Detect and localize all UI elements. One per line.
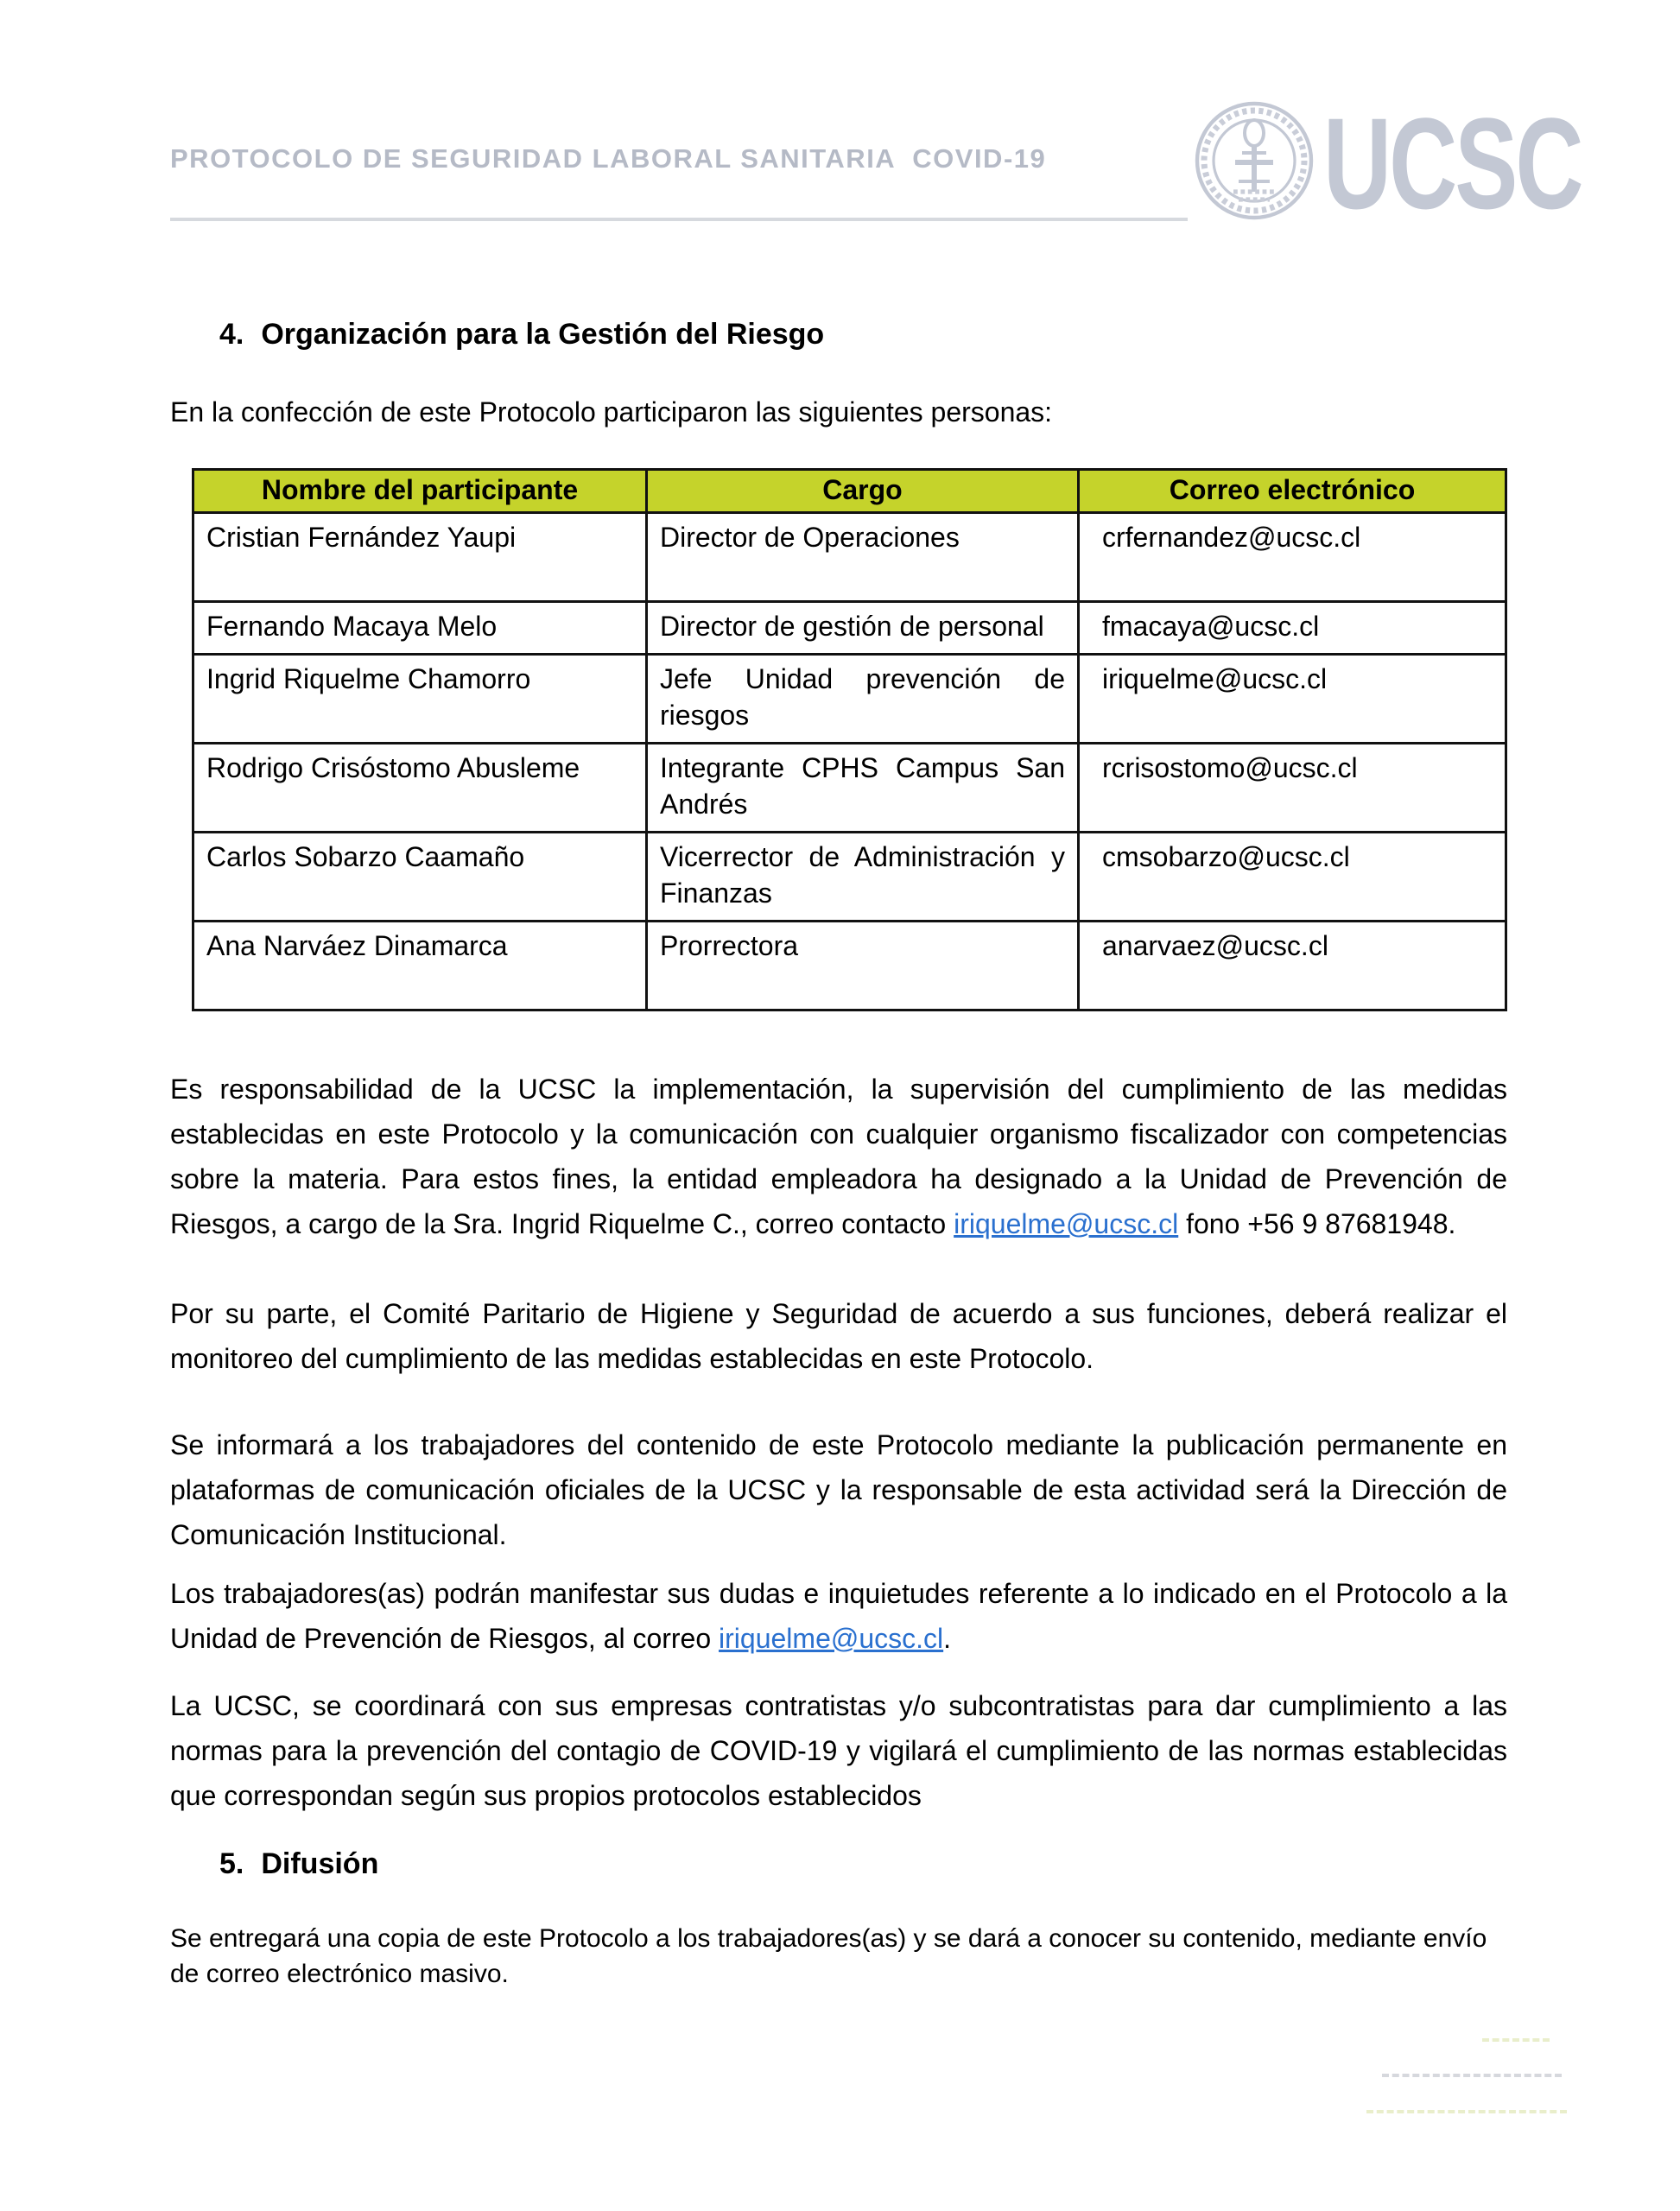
paragraph-contratistas: La UCSC, se coordinará con sus empresas contratistas y/o subcontratistas para dar cumplimiento a las normas para la prevención del contagio de COVID-19 y vigilará el cumplimiento de las normas establecidas que correspondan según sus propios protocolos establecidos <box>170 1690 1507 1811</box>
ucsc-seal-icon <box>1194 95 1315 226</box>
participant-name: Carlos Sobarzo Caamaño <box>193 833 647 922</box>
participant-name: Ana Narváez Dinamarca <box>193 922 647 1010</box>
table-row <box>193 655 1506 744</box>
faint-artifact-line <box>1482 2038 1550 2042</box>
document-header-title: PROTOCOLO DE SEGURIDAD LABORAL SANITARIA COVID-19 <box>170 143 1188 221</box>
participant-email: rcrisostomo@ucsc.cl <box>1079 744 1506 833</box>
ucsc-logo-text: UCSC <box>1323 91 1582 236</box>
section-title: Difusión <box>261 1847 379 1880</box>
paragraph-text: Los trabajadores(as) podrán manifestar sus dudas e inquietudes referente a lo indicado en el Protocolo a la Unidad de Prevención de Riesgos, al correo <box>170 1578 1507 1654</box>
faint-artifact-line <box>1366 2110 1567 2113</box>
participant-email: fmacaya@ucsc.cl <box>1079 602 1506 655</box>
participant-email: crfernandez@ucsc.cl <box>1079 513 1506 602</box>
column-header-cargo: Cargo <box>647 470 1079 513</box>
participant-cargo: Director de gestión de personal <box>647 602 1079 655</box>
section-heading-5 <box>219 1847 1507 1881</box>
document-body <box>170 304 1507 1992</box>
column-header-name: Nombre del participante <box>193 470 647 513</box>
email-link-iriquelme[interactable]: iriquelme@ucsc.cl <box>954 1208 1179 1239</box>
column-header-email: Correo electrónico <box>1079 470 1506 513</box>
participant-name: Cristian Fernández Yaupi <box>193 513 647 602</box>
paragraph-text: Es responsabilidad de la UCSC la implementación, la supervisión del cumplimiento de las medidas establecidas en este Protocolo y la comunicación con cualquier organismo fiscalizador con competencias sobre la materia. Para estos fines, la entidad empleadora ha designado a la Unidad de Prevención de Riesgos, a cargo de la Sra. Ingrid Riquelme C., correo contacto <box>170 1074 1507 1239</box>
section-number: 4. <box>219 318 244 351</box>
paragraph-responsibility <box>170 1067 1507 1246</box>
faint-artifact-line <box>1382 2074 1562 2077</box>
paragraph-text: fono +56 9 87681948. <box>1178 1208 1456 1239</box>
participant-email: iriquelme@ucsc.cl <box>1079 655 1506 744</box>
participant-email: cmsobarzo@ucsc.cl <box>1079 833 1506 922</box>
participant-cargo: Director de Operaciones <box>647 513 1079 602</box>
paragraph-dudas <box>170 1571 1507 1661</box>
participant-cargo: Vicerrector de Administración y Finanzas <box>647 833 1079 922</box>
table-row <box>193 602 1506 655</box>
participant-email: anarvaez@ucsc.cl <box>1079 922 1506 1010</box>
participant-name: Rodrigo Crisóstomo Abusleme <box>193 744 647 833</box>
paragraph-difusion: Se entregará una copia de este Protocolo a los trabajadores(as) y se dará a conocer su contenido, mediante envío de correo electrónico masivo. <box>170 1924 1487 1988</box>
section-title: Organización para la Gestión del Riesgo <box>261 318 825 351</box>
ucsc-logo <box>1194 91 1677 236</box>
section-number: 5. <box>219 1847 244 1880</box>
table-row <box>193 833 1506 922</box>
participants-table <box>192 468 1507 1011</box>
table-header-row <box>193 470 1506 513</box>
participant-cargo: Integrante CPHS Campus San Andrés <box>647 744 1079 833</box>
participant-cargo: Prorrectora <box>647 922 1079 1010</box>
table-row <box>193 513 1506 602</box>
participant-name: Fernando Macaya Melo <box>193 602 647 655</box>
intro-paragraph: En la confección de este Protocolo participaron las siguientes personas: <box>170 396 1053 428</box>
participant-cargo: Jefe Unidad prevención de riesgos <box>647 655 1079 744</box>
table-row <box>193 744 1506 833</box>
table-row <box>193 922 1506 1010</box>
paragraph-comite: Por su parte, el Comité Paritario de Higiene y Seguridad de acuerdo a sus funciones, deberá realizar el monitoreo del cumplimiento de las medidas establecidas en este Protocolo. <box>170 1298 1507 1374</box>
paragraph-text: . <box>943 1623 952 1654</box>
section-heading-4 <box>219 318 1507 352</box>
participant-name: Ingrid Riquelme Chamorro <box>193 655 647 744</box>
paragraph-informacion: Se informará a los trabajadores del contenido de este Protocolo mediante la publicación permanente en plataformas de comunicación oficiales de la UCSC y la responsable de esta actividad será la Dirección de Comunicación Institucional. <box>170 1429 1507 1550</box>
email-link-iriquelme[interactable]: iriquelme@ucsc.cl <box>719 1623 944 1654</box>
